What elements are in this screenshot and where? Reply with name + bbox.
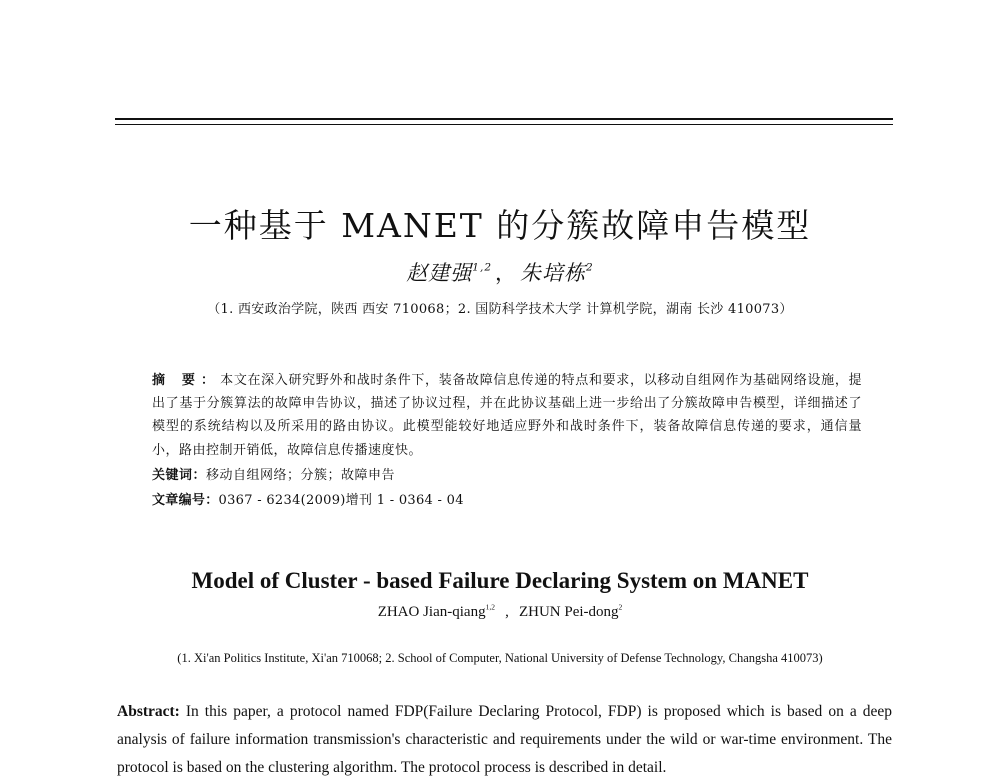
author-zh-1: 赵建强$^{1,2}$ bbox=[406, 261, 492, 285]
author-en-1-affil: 1,2 bbox=[485, 602, 495, 612]
author-en-2-affil: 2 bbox=[618, 602, 623, 612]
authors-en: ZHAO Jian-qiang$^{1,2}$ , ZHUN Pei-dong$^2$ bbox=[377, 602, 623, 620]
paper-title-en: Model of Cluster - based Failure Declaring System on MANET bbox=[191, 568, 809, 594]
author-en-2: ZHUN Pei-dong$^2$ bbox=[518, 602, 623, 620]
article-number bbox=[152, 489, 464, 508]
abstract-zh bbox=[152, 369, 862, 462]
abstract-en-text: In this paper, a protocol named FDP(Failure Declaring Protocol, FDP) is proposed which is based on a deep analysis of failure information transmission's characteristic and requirements under the wild or war-time environment. The protocol is based on the clustering algorithm. The protocol process is described in detail. bbox=[117, 703, 893, 776]
keywords-zh-label: 关键词： bbox=[152, 468, 207, 483]
authors-zh: 赵建强$^{1,2}$ ， 朱培栋$^2$ bbox=[406, 261, 594, 285]
header-rule-top bbox=[115, 118, 893, 120]
author-zh-2-affil: 2 bbox=[586, 261, 594, 274]
article-number-label: 文章编号： bbox=[152, 493, 219, 508]
keywords-zh-text: 移动自组网络；分簇；故障申告 bbox=[206, 468, 396, 483]
author-zh-2: 朱培栋$^2$ bbox=[520, 261, 594, 285]
affiliation-en: (1. Xi'an Politics Institute, Xi'an 710068; 2. School of Computer, National University of Defense Technology, Changsha 410073) bbox=[177, 651, 823, 665]
keywords-zh bbox=[152, 464, 395, 483]
abstract-en bbox=[117, 698, 892, 782]
paper-title-zh: 一种基于 MANET 的分簇故障申告模型 bbox=[188, 206, 812, 246]
header-rule-bottom bbox=[115, 124, 893, 125]
author-en-1: ZHAO Jian-qiang$^{1,2}$ bbox=[377, 602, 495, 620]
article-number-text: 0367 - 6234(2009)增刊 1 - 0364 - 04 bbox=[218, 493, 464, 508]
author-zh-1-affil: 1,2 bbox=[472, 261, 492, 274]
abstract-zh-text: 本文在深入研究野外和战时条件下，装备故障信息传递的特点和要求，以移动自组网作为基础网络设施，提出了基于分簇算法的故障申告协议，描述了协议过程，并在此协议基础上进一步给出了分簇故障申告模型，详细描述了模型的系统结构以及所采用的路由协议。此模型能较好地适应野外和战时条件下，装备故障信息传递的要求，通信量小，路由控制开销低，故障信息传播速度快。 bbox=[152, 373, 862, 458]
abstract-en-label: Abstract: bbox=[117, 703, 180, 720]
affiliation-zh: （1. 西安政治学院，陕西 西安 710068；2. 国防科学技术大学 计算机学院，湖南 长沙 410073） bbox=[207, 302, 793, 317]
abstract-zh-label: 摘 要： bbox=[152, 373, 221, 388]
